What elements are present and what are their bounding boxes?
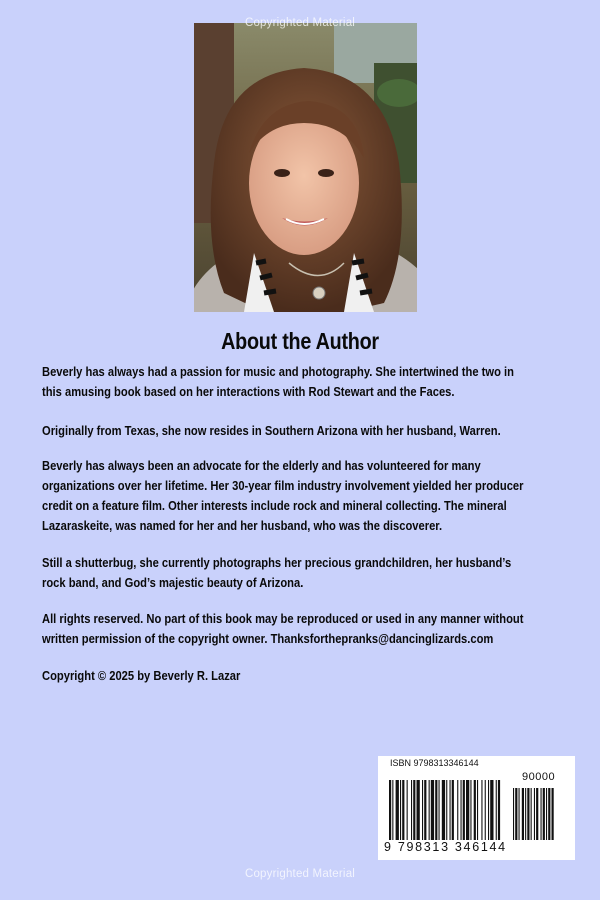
barcode-bar bbox=[435, 780, 437, 840]
barcode-bar bbox=[466, 780, 469, 840]
barcode-addon-bar bbox=[522, 788, 524, 840]
barcode-addon-bar bbox=[525, 788, 526, 840]
barcode-bar bbox=[457, 780, 458, 840]
barcode-bar bbox=[417, 780, 420, 840]
text-line: Originally from Texas, she now resides in Southern Arizona with her husband, Warren. bbox=[42, 423, 501, 438]
text-line: Lazaraskeite, was named for her and her husband, who was the discoverer. bbox=[42, 518, 443, 533]
text-line: Beverly has always had a passion for music and photography. She intertwined the two in bbox=[42, 364, 514, 379]
barcode-bar bbox=[470, 780, 471, 840]
barcode-addon-bar bbox=[543, 788, 545, 840]
text-line: All rights reserved. No part of this book may be reproduced or used in any manner without bbox=[42, 611, 524, 626]
author-photo bbox=[194, 23, 417, 312]
paragraph-passion bbox=[42, 362, 558, 402]
barcode-bar bbox=[413, 780, 415, 840]
barcode-bar bbox=[461, 780, 462, 840]
watermark-bottom: Copyrighted Material bbox=[244, 868, 356, 880]
isbn-label: ISBN 9798313346144 bbox=[390, 758, 479, 768]
barcode-addon-bar bbox=[515, 788, 517, 840]
barcode-addon-bar bbox=[541, 788, 542, 840]
barcode-image bbox=[389, 780, 564, 840]
copyright-line bbox=[42, 666, 558, 686]
barcode-bar bbox=[477, 780, 478, 840]
barcode-addon-bar bbox=[519, 788, 520, 840]
barcode-bar bbox=[429, 780, 430, 840]
text-line: Copyright © 2025 by Beverly R. Lazar bbox=[42, 668, 241, 683]
barcode-bar bbox=[490, 780, 493, 840]
barcode-bar bbox=[450, 780, 451, 840]
barcode-bar bbox=[431, 780, 434, 840]
barcode-addon-bar bbox=[548, 788, 550, 840]
about-title: About the Author bbox=[221, 328, 379, 354]
paragraph-residence bbox=[42, 421, 558, 441]
barcode-digits: 9 798313 346144 bbox=[384, 840, 507, 854]
barcode-bar bbox=[392, 780, 393, 840]
paragraph-shutterbug bbox=[42, 553, 558, 593]
barcode-bar bbox=[452, 780, 454, 840]
barcode-bar bbox=[407, 780, 408, 840]
barcode-addon-bar bbox=[552, 788, 554, 840]
text-line: this amusing book based on her interactions with Rod Stewart and the Faces. bbox=[42, 384, 455, 399]
barcode-bar bbox=[396, 780, 399, 840]
barcode-addon-bar bbox=[513, 788, 514, 840]
barcode-bar bbox=[488, 780, 489, 840]
barcode-bar bbox=[474, 780, 476, 840]
text-line: Beverly has always been an advocate for the elderly and has volunteered for many bbox=[42, 458, 481, 473]
barcode-bar bbox=[446, 780, 447, 840]
barcode-bar bbox=[442, 780, 445, 840]
paragraph-rights bbox=[42, 609, 558, 649]
barcode-addon-bar bbox=[536, 788, 538, 840]
price-code: 90000 bbox=[522, 771, 556, 783]
barcode-addon-bar bbox=[531, 788, 532, 840]
barcode-addon-bar bbox=[546, 788, 547, 840]
barcode-bar bbox=[400, 780, 401, 840]
text-line: Still a shutterbug, she currently photographs her precious grandchildren, her husband’s bbox=[42, 555, 512, 570]
barcode-bar bbox=[411, 780, 412, 840]
barcode-bar bbox=[485, 780, 486, 840]
text-line: credit on a feature film. Other interests include rock and mineral collecting. The mineral bbox=[42, 498, 507, 513]
barcode-addon-bar bbox=[527, 788, 529, 840]
barcode-bar bbox=[422, 780, 423, 840]
watermark-top: Copyrighted Material bbox=[244, 17, 356, 29]
barcode-bar bbox=[402, 780, 404, 840]
barcode-bar bbox=[389, 780, 391, 840]
barcode-bar bbox=[481, 780, 482, 840]
text-line: rock band, and God’s majestic beauty of Arizona. bbox=[42, 575, 304, 590]
barcode-bar bbox=[439, 780, 440, 840]
barcode-bar bbox=[463, 780, 465, 840]
text-line: written permission of the copyright owner. Thanksforthepranks@dancinglizards.com bbox=[42, 631, 494, 646]
paragraph-advocate bbox=[42, 456, 558, 536]
barcode-addon-bar bbox=[534, 788, 535, 840]
barcode-bar bbox=[424, 780, 426, 840]
text-line: organizations over her lifetime. Her 30-year film industry involvement yielded her producer bbox=[42, 478, 524, 493]
barcode-bar bbox=[496, 780, 497, 840]
barcode-bar bbox=[498, 780, 500, 840]
